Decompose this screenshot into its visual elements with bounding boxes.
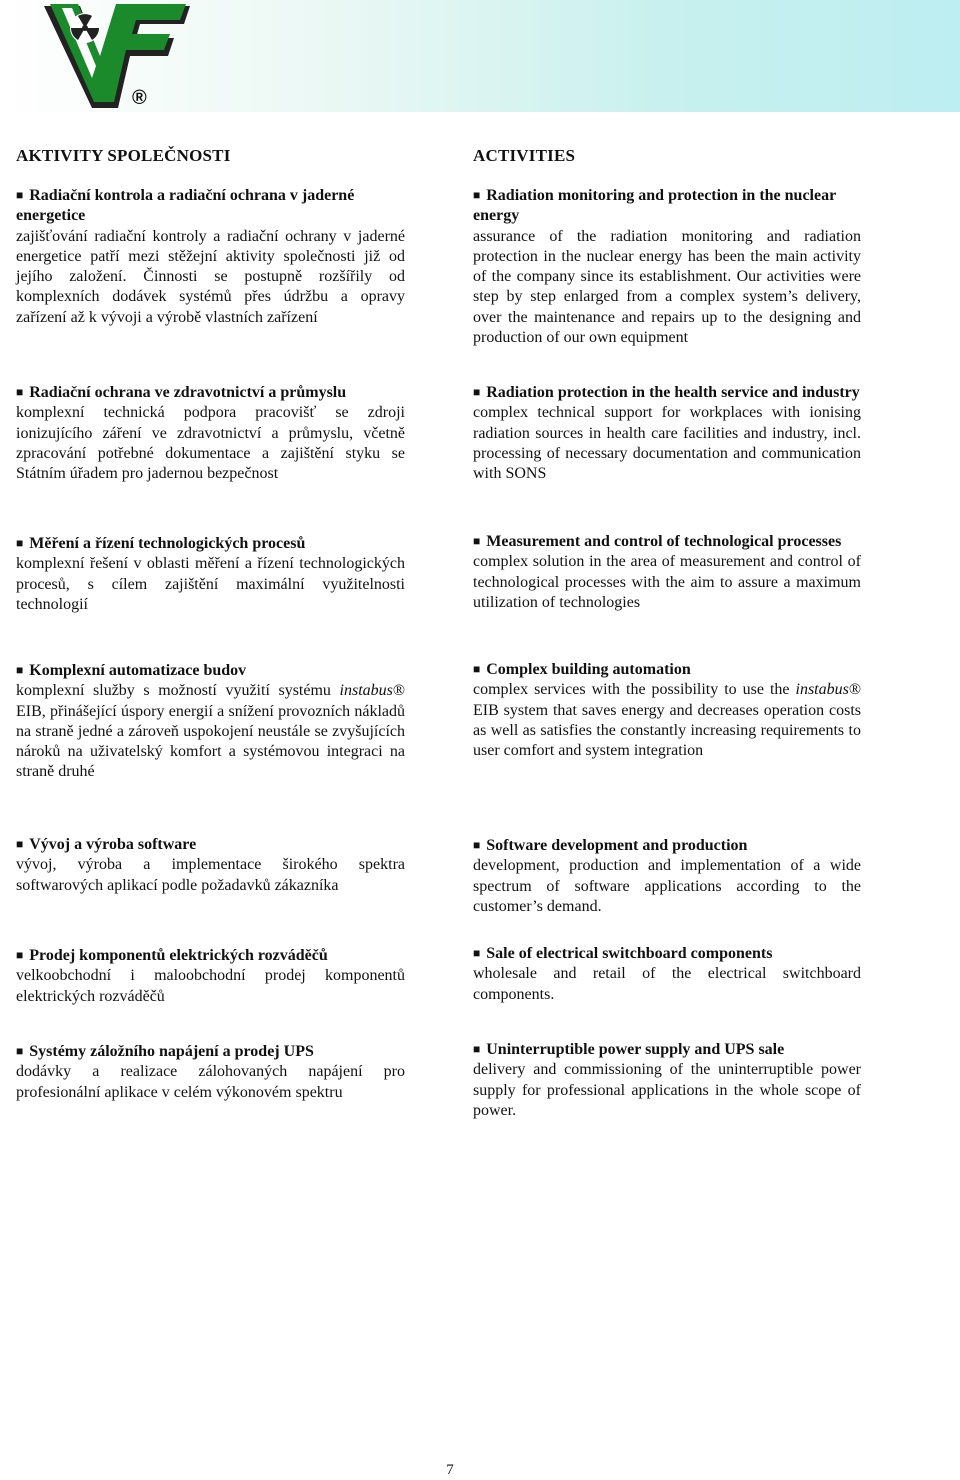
section-title: Systémy záložního napájení a prodej UPS <box>29 1043 314 1060</box>
section-text: vývoj, výroba a implementace širokého spektra softwarových aplikací podle požadavků zákazníka <box>16 856 405 894</box>
en-section-radiation-health <box>473 383 861 484</box>
cz-section-ups <box>16 1042 405 1103</box>
cz-section-software <box>16 835 405 896</box>
section-text: komplexní technická podpora pracovišť se zdroji ionizujícího záření ve zdravotnictví a průmyslu, včetně zpracování potřebné dokumentace a zajištění styku se Státním úřadem pro jadernou bezpečnost <box>16 404 405 483</box>
en-section-measurement <box>473 532 861 613</box>
vf-logo <box>40 0 200 112</box>
section-text: zajišťování radiační kontroly a radiační ochrany v jaderné energetice patří mezi stěžejní aktivity společnosti již od jejího založení. Činnosti se postupně rozšířily od komplexních dodávek systémů přes údržbu a opravy zařízení až k vývoji a výrobě vlastních zařízení <box>16 227 405 326</box>
section-text: development, production and implementation of a wide spectrum of software applications according to the customer’s demand. <box>473 857 861 915</box>
bullet-icon: ■ <box>16 1044 24 1058</box>
section-text: complex solution in the area of measurement and control of technological processes with the aim to assure a maximum utilization of technologies <box>473 553 861 611</box>
en-section-switchboard <box>473 944 861 1005</box>
bullet-icon: ■ <box>16 536 24 550</box>
bullet-icon: ■ <box>16 663 24 677</box>
section-title: Sale of electrical switchboard components <box>486 945 773 962</box>
page-number: 7 <box>446 1462 454 1478</box>
bullet-icon: ■ <box>16 188 24 202</box>
bullet-icon: ■ <box>473 838 481 852</box>
bullet-icon: ■ <box>473 534 481 548</box>
cz-section-building-automation <box>16 661 405 783</box>
en-heading: ACTIVITIES <box>473 146 576 165</box>
section-text: komplexní služby s možností využití systému instabus® EIB, přinášející úspory energií a snížení provozních nákladů na straně jedné a zároveň uspokojení neustále se zvyšujících nároků na uživatelský komfort a systémovou integraci na straně druhé <box>16 682 406 781</box>
cz-section-radiation-nuclear <box>16 186 405 328</box>
bullet-icon: ■ <box>473 385 481 399</box>
bullet-icon: ■ <box>16 385 24 399</box>
page-header <box>0 0 960 112</box>
section-title: Měření a řízení technologických procesů <box>29 535 306 552</box>
en-section-software <box>473 836 861 917</box>
section-text: complex technical support for workplaces with ionising radiation sources in health care facilities and industry, incl. processing of necessary documentation and communication with SONS <box>473 404 861 483</box>
bullet-icon: ■ <box>473 1042 481 1056</box>
registered-mark: ® <box>132 87 147 109</box>
section-title: Vývoj a výroba software <box>29 836 197 853</box>
en-section-ups <box>473 1040 861 1121</box>
section-text: assurance of the radiation monitoring and radiation protection in the nuclear energy has been the main activity of the company since its establishment. Our activities were step by step enlarged from a complex system’s delivery, over the maintenance and repairs up to the designing and production of our own equipment <box>473 227 861 347</box>
section-title: Radiační kontrola a radiační ochrana v jaderné energetice <box>16 187 355 225</box>
section-title: Radiační ochrana ve zdravotnictví a průmyslu <box>29 384 347 401</box>
bullet-icon: ■ <box>473 188 481 202</box>
section-title: Radiation protection in the health service and industry <box>486 384 860 401</box>
section-title: Uninterruptible power supply and UPS sale <box>486 1041 785 1058</box>
section-title: Prodej komponentů elektrických rozváděčů <box>29 947 328 964</box>
cz-section-measurement <box>16 534 405 615</box>
instabus-brand: instabus <box>795 681 849 699</box>
cz-section-radiation-health <box>16 383 405 484</box>
section-title: Komplexní automatizace budov <box>29 662 247 679</box>
radiation-icon <box>70 13 100 43</box>
section-text: complex services with the possibility to use the instabus® EIB system that saves energy and decreases operation costs as well as satisfies the constantly increasing requirements to user comfort and system integration <box>473 681 861 760</box>
section-text: velkoobchodní i maloobchodní prodej komponentů elektrických rozváděčů <box>16 967 405 1005</box>
section-text: delivery and commissioning of the uninterruptible power supply for professional applications in the whole scope of power. <box>473 1061 861 1119</box>
instabus-brand: instabus <box>339 682 393 700</box>
bullet-icon: ■ <box>473 662 481 676</box>
bullet-icon: ■ <box>16 948 24 962</box>
section-title: Radiation monitoring and protection in the nuclear energy <box>473 187 836 225</box>
section-text: wholesale and retail of the electrical switchboard components. <box>473 965 861 1003</box>
section-title: Complex building automation <box>486 661 691 678</box>
section-text: dodávky a realizace zálohovaných napájení pro profesionální aplikace v celém výkonovém spektru <box>16 1063 405 1101</box>
section-text: komplexní řešení v oblasti měření a řízení technologických procesů, s cílem zajištění maximální využitelnosti technologií <box>16 555 405 613</box>
en-section-radiation-nuclear <box>473 186 861 348</box>
cz-section-switchboard <box>16 946 405 1007</box>
bullet-icon: ■ <box>473 946 481 960</box>
en-section-building-automation <box>473 660 861 761</box>
bullet-icon: ■ <box>16 837 24 851</box>
cz-heading: AKTIVITY SPOLEČNOSTI <box>16 146 231 165</box>
section-title: Measurement and control of technological processes <box>486 533 842 550</box>
section-title: Software development and production <box>486 837 748 854</box>
